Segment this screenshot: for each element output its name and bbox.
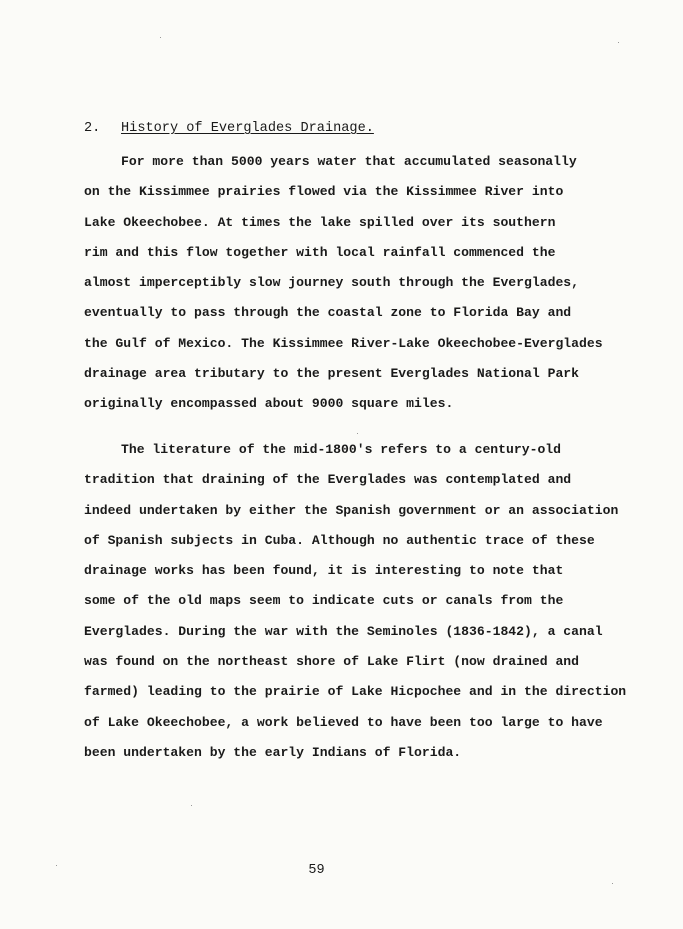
text-line: drainage area tributary to the present Everglades National Park xyxy=(84,366,580,382)
text-line: of Spanish subjects in Cuba. Although no authentic trace of these xyxy=(84,532,595,548)
text-line: The literature of the mid-1800's refers to a century-old xyxy=(121,442,562,457)
text-line: Everglades. During the war with the Seminoles (1836-1842), a canal xyxy=(84,623,603,639)
text-line: Lake Okeechobee. At times the lake spilled over its southern xyxy=(84,214,556,230)
text-line: originally encompassed about 9000 square miles. xyxy=(84,396,454,412)
page-number xyxy=(0,863,683,878)
text-line: some of the old maps seem to indicate cuts or canals from the xyxy=(84,593,564,609)
page-number-text: 59 xyxy=(308,863,325,878)
text-line: was found on the northeast shore of Lake Flirt (now drained and xyxy=(84,654,580,670)
text-line: For more than 5000 years water that accumulated seasonally xyxy=(121,154,577,169)
scan-speck xyxy=(191,805,192,806)
scan-speck xyxy=(160,37,161,38)
text-line: been undertaken by the early Indians of Florida. xyxy=(84,744,462,760)
text-line: the Gulf of Mexico. The Kissimmee River-Lake Okeechobee-Everglades xyxy=(84,335,603,351)
text-line: on the Kissimmee prairies flowed via the Kissimmee River into xyxy=(84,184,564,200)
section-number: 2. xyxy=(84,121,101,136)
paragraph-2 xyxy=(84,435,627,768)
scan-speck xyxy=(56,865,57,866)
text-line: of Lake Okeechobee, a work believed to have been too large to have xyxy=(84,714,603,730)
paragraph-1 xyxy=(84,147,624,420)
scan-speck xyxy=(357,433,358,434)
section-title: History of Everglades Drainage. xyxy=(121,121,374,136)
text-line: rim and this flow together with local rainfall commenced the xyxy=(84,244,556,260)
text-line: tradition that draining of the Everglades was contemplated and xyxy=(84,472,572,488)
section-heading xyxy=(84,121,374,136)
text-line: eventually to pass through the coastal zone to Florida Bay and xyxy=(84,305,572,321)
text-line: farmed) leading to the prairie of Lake Hicpochee and in the direction xyxy=(84,684,627,700)
scan-speck xyxy=(618,42,619,43)
text-line: almost imperceptibly slow journey south through the Everglades, xyxy=(84,275,580,291)
text-line: indeed undertaken by either the Spanish government or an association xyxy=(84,502,619,518)
text-line: drainage works has been found, it is interesting to note that xyxy=(84,563,564,579)
scan-speck xyxy=(612,883,613,884)
